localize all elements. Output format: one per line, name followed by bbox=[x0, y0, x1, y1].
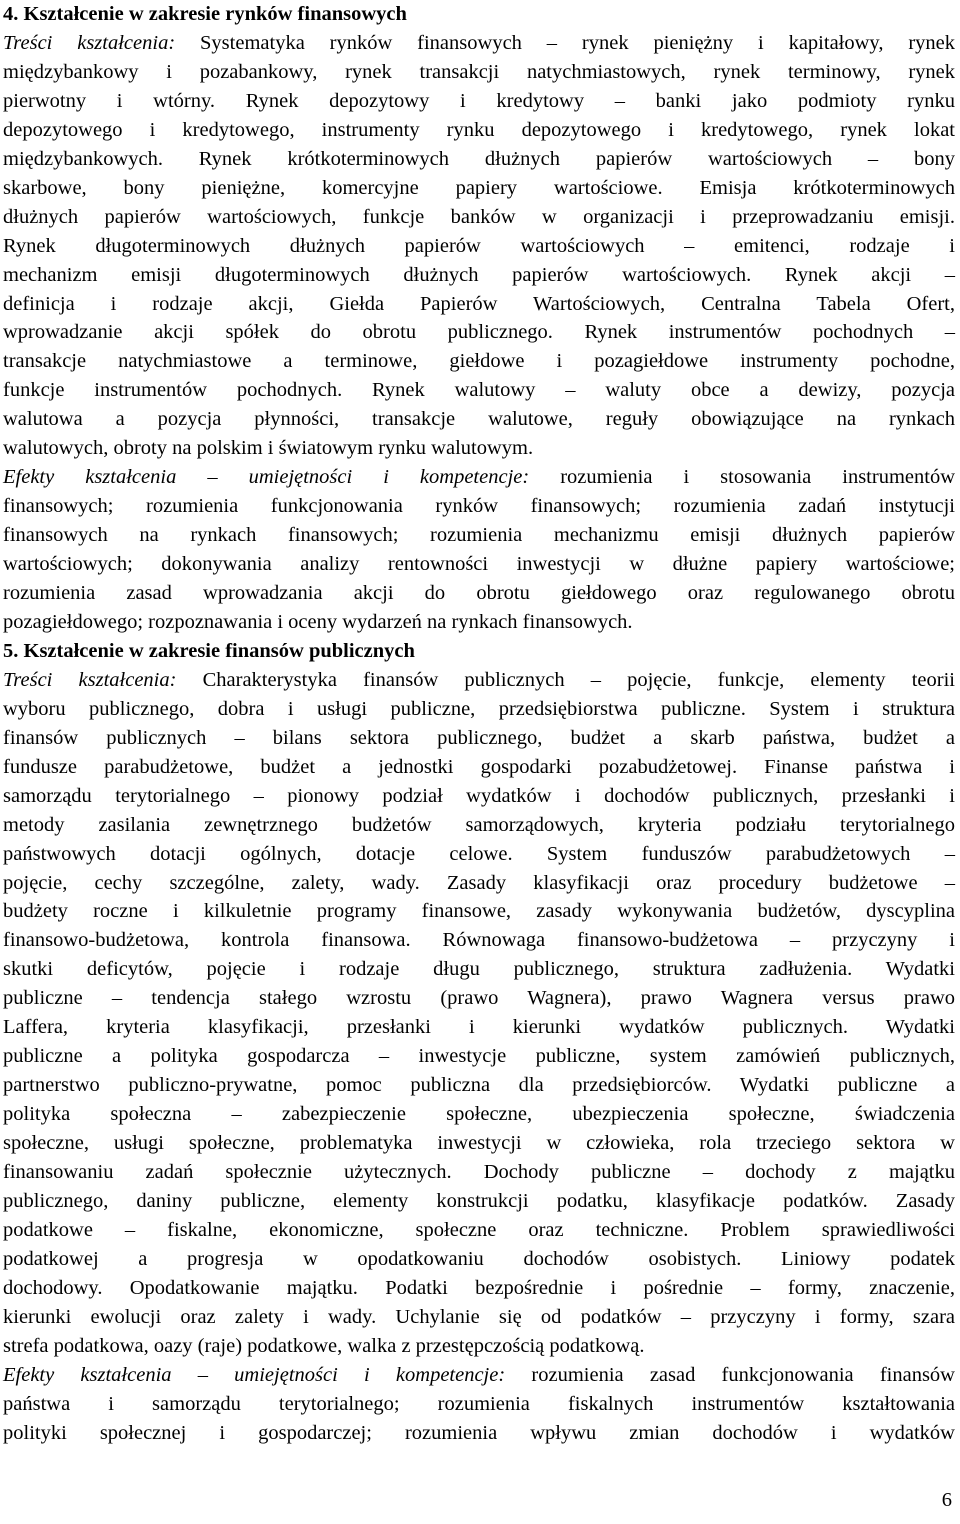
paragraph-text: Rynek długoterminowych dłużnych papierów wartościowych – emitenci, rodzaje i bbox=[3, 234, 955, 257]
paragraph-label: Efekty kształcenia – umiejętności i kompetencje: bbox=[3, 1363, 506, 1386]
paragraph-line bbox=[3, 955, 955, 984]
page-number: 6 bbox=[941, 1489, 952, 1511]
paragraph-label: Efekty kształcenia – umiejętności i kompetencje: bbox=[3, 466, 530, 489]
paragraph-text: finansowaniu zadań społecznie użytecznych. Dochody publiczne – dochody z majątku bbox=[3, 1161, 955, 1183]
paragraph-line bbox=[3, 434, 955, 463]
paragraph-line bbox=[3, 1332, 955, 1361]
paragraph-text: skarbowe, bony pieniężne, komercyjne papiery wartościowe. Emisja krótkoterminowych bbox=[3, 176, 955, 199]
paragraph-text: społeczne, usługi społeczne, problematyka inwestycji w człowieka, rola trzeciego sektora w bbox=[3, 1132, 955, 1155]
paragraph-text: państwa i samorządu terytorialnego; rozumienia fiskalnych instrumentów kształtowania bbox=[3, 1392, 955, 1415]
paragraph-lead-line bbox=[3, 463, 955, 492]
paragraph-text: finansów publicznych – bilans sektora publicznego, budżet a skarb państwa, budżet a bbox=[3, 726, 955, 749]
paragraph-text: depozytowego i kredytowego, instrumenty rynku depozytowego i kredytowego, rynek lokat bbox=[3, 118, 955, 141]
paragraph-text: publiczne a polityka gospodarcza – inwestycje publiczne, system zamówień publicznych, bbox=[3, 1045, 955, 1068]
paragraph-line bbox=[3, 840, 955, 869]
paragraph-text: polityka społeczna – zabezpieczenie społeczne, ubezpieczenia społeczne, świadczenia bbox=[3, 1103, 955, 1126]
paragraph-text: mechanizm emisji długoterminowych dłużnych papierów wartościowych. Rynek akcji – bbox=[3, 263, 955, 286]
paragraph-text: partnerstwo publiczno-prywatne, pomoc publiczna dla przedsiębiorców. Wydatki publiczne a bbox=[3, 1074, 955, 1097]
paragraph-text: budżety roczne i kilkuletnie programy finansowe, zasady wykonywania budżetów, dyscyplina bbox=[3, 900, 955, 923]
paragraph-line bbox=[3, 1100, 955, 1129]
paragraph-text: międzybankowych. Rynek krótkoterminowych dłużnych papierów wartościowych – bony bbox=[3, 147, 955, 170]
paragraph-lead-line bbox=[3, 29, 955, 58]
paragraph-lead-line bbox=[3, 1361, 955, 1390]
paragraph-text: walutowych, obroty na polskim i światowym rynku walutowym. bbox=[3, 437, 534, 460]
paragraph-line bbox=[3, 1071, 955, 1100]
paragraph-text: fundusze parabudżetowe, budżet a jednostki gospodarki pozabudżetowej. Finanse państwa i bbox=[3, 755, 955, 778]
paragraph-text: kierunki ewolucji oraz zalety i wady. Uchylanie się od podatków – przyczyny i formy, szara bbox=[3, 1305, 955, 1328]
paragraph-line bbox=[3, 1274, 955, 1303]
paragraph-line bbox=[3, 347, 955, 376]
paragraph-line bbox=[3, 203, 955, 232]
paragraph-text: Laffera, kryteria klasyfikacji, przesłanki i kierunki wydatków publicznych. Wydatki bbox=[3, 1016, 955, 1039]
paragraph-line bbox=[3, 290, 955, 319]
paragraph-text: podatkowej a progresja w opodatkowaniu dochodów osobistych. Liniowy podatek bbox=[3, 1247, 955, 1270]
paragraph-line bbox=[3, 926, 955, 955]
paragraph-text: Systematyka rynków finansowych – rynek pieniężny i kapitałowy, rynek bbox=[175, 31, 956, 54]
paragraph-line bbox=[3, 782, 955, 811]
paragraph-label: Treści kształcenia: bbox=[3, 31, 176, 54]
paragraph-line bbox=[3, 492, 955, 521]
paragraph-text: wartościowych; dokonywania analizy rentowności inwestycji w dłużne papiery wartościowe; bbox=[3, 553, 955, 576]
paragraph-line bbox=[3, 811, 955, 840]
paragraph-line bbox=[3, 897, 955, 926]
paragraph-line bbox=[3, 1419, 955, 1448]
paragraph-line bbox=[3, 1013, 955, 1042]
paragraph-text: rozumienia zasad wprowadzania akcji do obrotu giełdowego oraz regulowanego obrotu bbox=[3, 582, 955, 604]
paragraph-line bbox=[3, 1042, 955, 1071]
paragraph-line bbox=[3, 1158, 955, 1187]
paragraph-line bbox=[3, 608, 955, 637]
paragraph-text: wyboru publicznego, dobra i usługi publiczne, przedsiębiorstwa publiczne. System i struktura bbox=[3, 697, 955, 720]
paragraph-text: rozumienia zasad funkcjonowania finansów bbox=[505, 1363, 955, 1386]
paragraph-line bbox=[3, 318, 955, 347]
paragraph-line bbox=[3, 550, 955, 579]
paragraph-line bbox=[3, 869, 955, 898]
paragraph-text: transakcje natychmiastowe a terminowe, giełdowe i pozagiełdowe instrumenty pochodne, bbox=[3, 350, 955, 373]
paragraph-text: dłużnych papierów wartościowych, funkcje banków w organizacji i przeprowadzaniu emisji. bbox=[3, 205, 955, 228]
paragraph-line bbox=[3, 579, 955, 608]
paragraph-line bbox=[3, 174, 955, 203]
paragraph-line bbox=[3, 521, 955, 550]
paragraph-text: finansowo-budżetowa, kontrola finansowa. Równowaga finansowo-budżetowa – przyczyny i bbox=[3, 929, 955, 952]
paragraph-text: skutki deficytów, pojęcie i rodzaje długu publicznego, struktura zadłużenia. Wydatki bbox=[3, 958, 955, 981]
paragraph-line bbox=[3, 1303, 955, 1332]
paragraph-line bbox=[3, 376, 955, 405]
paragraph-text: polityki społecznej i gospodarczej; rozumienia wpływu zmian dochodów i wydatków bbox=[3, 1421, 955, 1444]
paragraph-line bbox=[3, 58, 955, 87]
section-heading: 4. Kształcenie w zakresie rynków finansowych bbox=[3, 3, 407, 25]
paragraph-text: metody zasilania zewnętrznego budżetów samorządowych, kryteria podziału terytorialnego bbox=[3, 813, 955, 836]
paragraph-line bbox=[3, 1216, 955, 1245]
paragraph-line bbox=[3, 1187, 955, 1216]
paragraph-text: Charakterystyka finansów publicznych – pojęcie, funkcje, elementy teorii bbox=[176, 668, 955, 691]
paragraph-text: dochodowy. Opodatkowanie majątku. Podatki bezpośrednie i pośrednie – formy, znaczenie, bbox=[3, 1276, 955, 1299]
paragraph-lead-line bbox=[3, 666, 955, 695]
paragraph-line bbox=[3, 724, 955, 753]
paragraph-text: definicja i rodzaje akcji, Giełda Papierów Wartościowych, Centralna Tabela Ofert, bbox=[3, 292, 955, 315]
paragraph-text: podatkowe – fiskalne, ekonomiczne, społeczne oraz techniczne. Problem sprawiedliwości bbox=[3, 1218, 955, 1241]
paragraph-line bbox=[3, 261, 955, 290]
paragraph-label: Treści kształcenia: bbox=[3, 668, 177, 691]
paragraph-text: pozagiełdowego; rozpoznawania i oceny wydarzeń na rynkach finansowych. bbox=[3, 610, 633, 633]
paragraph-line bbox=[3, 984, 955, 1013]
paragraph-text: państwowych dotacji ogólnych, dotacje celowe. System funduszów parabudżetowych – bbox=[3, 842, 955, 865]
paragraph-line bbox=[3, 116, 955, 145]
paragraph-text: rozumienia i stosowania instrumentów bbox=[529, 466, 956, 489]
paragraph-line bbox=[3, 405, 955, 434]
paragraph-line bbox=[3, 87, 955, 116]
paragraph-line bbox=[3, 145, 955, 174]
paragraph-line bbox=[3, 1129, 955, 1158]
paragraph-text: wprowadzanie akcji spółek do obrotu publicznego. Rynek instrumentów pochodnych – bbox=[3, 321, 955, 344]
paragraph-text: finansowych; rozumienia funkcjonowania rynków finansowych; rozumienia zadań instytucji bbox=[3, 495, 955, 518]
paragraph-text: samorządu terytorialnego – pionowy podział wydatków i dochodów publicznych, przesłanki i bbox=[3, 784, 955, 807]
paragraph-line bbox=[3, 753, 955, 782]
paragraph-text: walutowa a pozycja płynności, transakcje walutowe, reguły obowiązujące na rynkach bbox=[3, 408, 955, 431]
section-heading: 5. Kształcenie w zakresie finansów publicznych bbox=[3, 639, 415, 662]
paragraph-text: publiczne – tendencja stałego wzrostu (prawo Wagnera), prawo Wagnera versus prawo bbox=[3, 987, 955, 1010]
paragraph-line bbox=[3, 695, 955, 724]
paragraph-text: strefa podatkowa, oazy (raje) podatkowe, walka z przestępczością podatkową. bbox=[3, 1334, 645, 1357]
paragraph-line bbox=[3, 1245, 955, 1274]
paragraph-line bbox=[3, 1390, 955, 1419]
paragraph-text: międzybankowy i pozabankowy, rynek transakcji natychmiastowych, rynek terminowy, rynek bbox=[3, 60, 955, 83]
paragraph-text: pierwotny i wtórny. Rynek depozytowy i kredytowy – banki jako podmioty rynku bbox=[3, 89, 955, 112]
paragraph-text: funkcje instrumentów pochodnych. Rynek walutowy – waluty obce a dewizy, pozycja bbox=[3, 379, 955, 402]
paragraph-text: publicznego, daniny publiczne, elementy konstrukcji podatku, klasyfikacje podatków. Zasady bbox=[3, 1189, 955, 1212]
paragraph-text: finansowych na rynkach finansowych; rozumienia mechanizmu emisji dłużnych papierów bbox=[3, 524, 955, 547]
paragraph-line bbox=[3, 232, 955, 261]
paragraph-text: pojęcie, cechy szczególne, zalety, wady. Zasady klasyfikacji oraz procedury budżetowe – bbox=[3, 871, 955, 894]
